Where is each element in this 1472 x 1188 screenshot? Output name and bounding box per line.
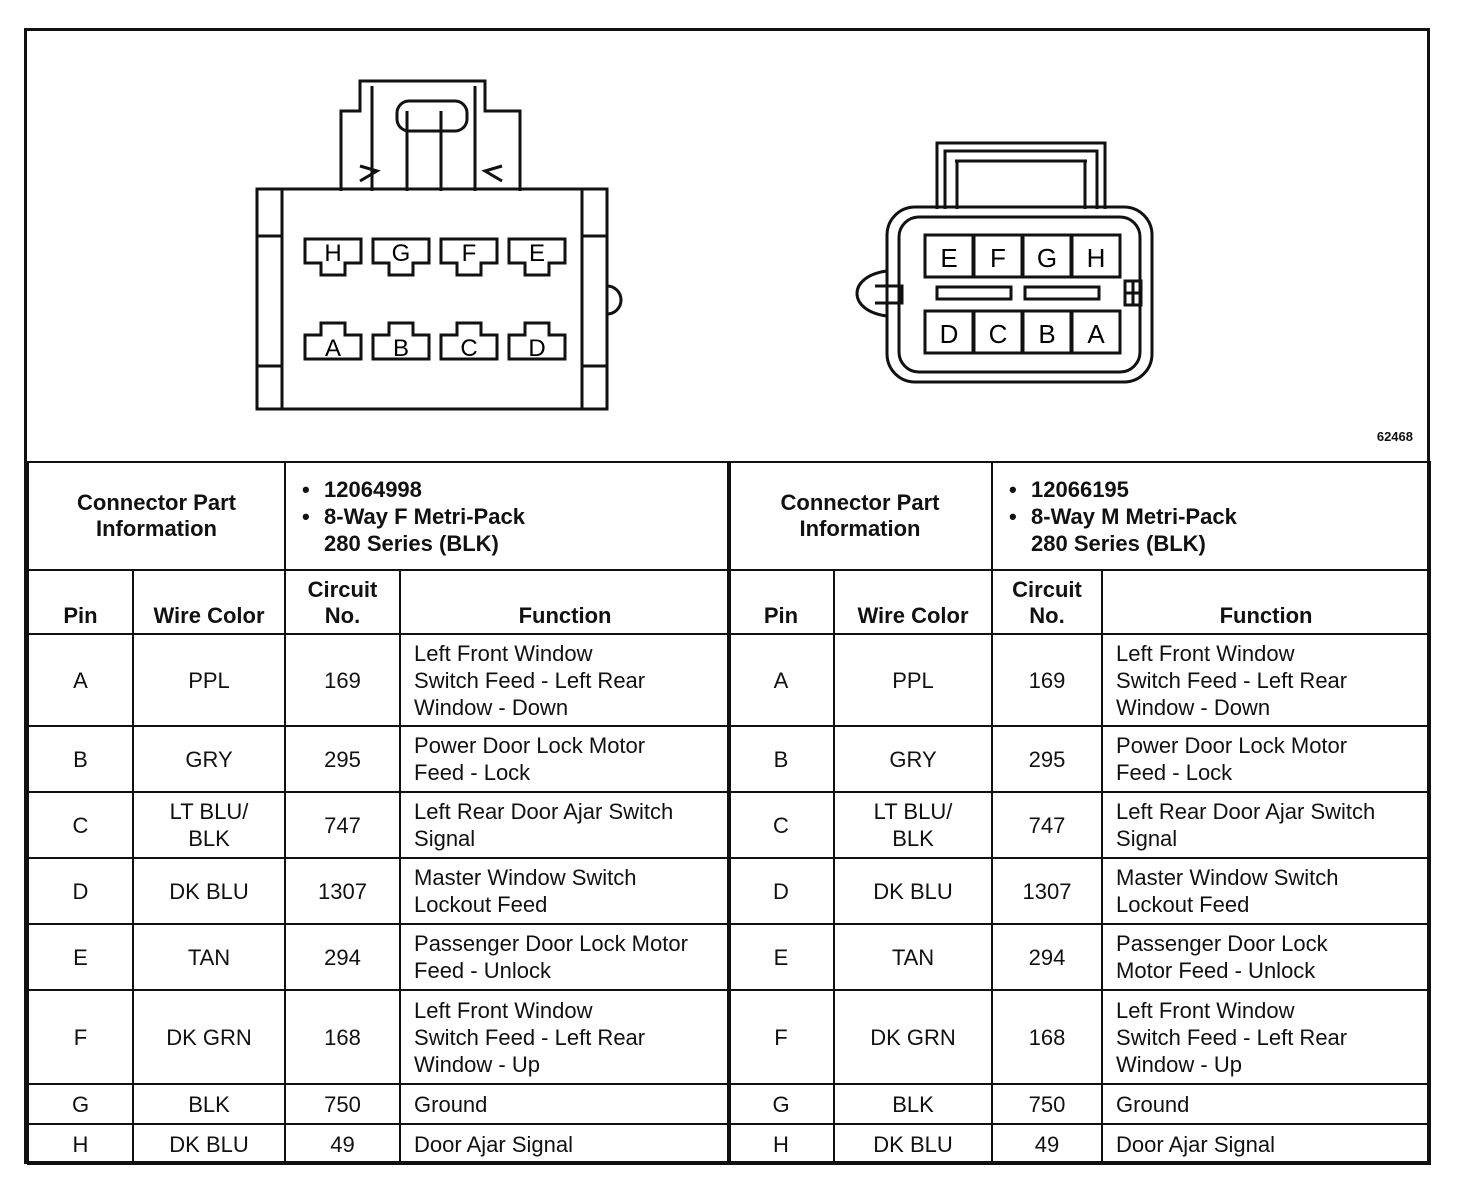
function-line: Ground — [1116, 1091, 1190, 1117]
pin-cavity-a — [305, 323, 361, 362]
pin-cell: F — [728, 990, 834, 1084]
function-line: Feed - Unlock — [414, 958, 551, 983]
table-row — [728, 924, 1430, 990]
function-line: Switch Feed - Left Rear — [414, 1024, 646, 1050]
table-row — [728, 858, 1430, 924]
function-line: Ground — [414, 1091, 488, 1117]
wire-color-line1: DK GRN — [870, 1024, 956, 1050]
table-row — [28, 924, 730, 990]
function-line: Left Front Window — [1116, 640, 1295, 666]
wire-color-line1: PPL — [188, 667, 230, 693]
table-row — [28, 1084, 730, 1124]
circuit-cell: 294 — [992, 924, 1102, 990]
circuit-cell: 49 — [992, 1124, 1102, 1164]
wire-color-line1: DK BLU — [873, 1131, 953, 1157]
function-line: Door Ajar Signal — [414, 1131, 573, 1157]
header-circuit-line1: Circuit — [307, 577, 378, 602]
function-cell — [1102, 726, 1430, 792]
circuit-cell: 750 — [285, 1084, 400, 1124]
function-cell — [400, 990, 730, 1084]
wire-color-cell — [133, 792, 285, 858]
circuit-cell: 1307 — [992, 858, 1102, 924]
function-cell — [400, 792, 730, 858]
wire-color-cell — [834, 924, 992, 990]
wire-color-cell — [834, 726, 992, 792]
pin-cell: D — [28, 858, 133, 924]
pin-cavity-d — [509, 323, 565, 362]
table-row — [728, 990, 1430, 1084]
pin-cell: F — [28, 990, 133, 1084]
part-info-row — [728, 462, 1430, 570]
wire-color-line2: BLK — [188, 826, 230, 851]
connector-diagrams — [27, 31, 1427, 461]
table-row — [728, 1124, 1430, 1164]
pin-cell: H — [28, 1124, 133, 1164]
wire-color-line1: GRY — [889, 746, 937, 772]
function-cell — [400, 634, 730, 726]
wire-color-line1: GRY — [185, 746, 233, 772]
header-pin: Pin — [728, 570, 834, 634]
pin-label: A — [1087, 319, 1105, 349]
pin-label: F — [990, 243, 1006, 273]
function-line: Signal — [1116, 826, 1178, 851]
function-cell — [1102, 792, 1430, 858]
function-cell — [1102, 858, 1430, 924]
female-bottom-pins — [305, 323, 565, 362]
header-circuit — [992, 570, 1102, 634]
part-info-value — [992, 462, 1430, 570]
wire-color-line1: TAN — [187, 944, 231, 970]
pin-cavity-c — [441, 323, 497, 362]
pin-cell: C — [28, 792, 133, 858]
male-bottom-pins — [925, 311, 1120, 353]
pin-label: D — [528, 335, 546, 362]
connector-sheet — [24, 28, 1430, 1164]
circuit-cell: 295 — [285, 726, 400, 792]
part-number: • 12066195 — [1031, 476, 1429, 503]
part-info-label: Connector Part Information — [28, 462, 285, 570]
header-function: Function — [400, 570, 730, 634]
function-line: Left Rear Door Ajar Switch — [1116, 799, 1376, 824]
function-line: Window - Up — [414, 1051, 540, 1077]
header-wire-color: Wire Color — [133, 570, 285, 634]
pin-label: H — [1086, 243, 1106, 273]
function-line: Left Front Window — [414, 640, 593, 666]
wire-color-cell — [834, 792, 992, 858]
part-series: 280 Series (BLK) — [324, 530, 499, 556]
function-cell — [1102, 1124, 1430, 1164]
function-line: Power Door Lock Motor — [1116, 733, 1348, 758]
wire-color-cell — [834, 634, 992, 726]
table-row — [28, 858, 730, 924]
function-cell — [400, 1084, 730, 1124]
header-row — [28, 570, 730, 634]
wire-color-cell — [133, 858, 285, 924]
pin-label: F — [461, 240, 477, 267]
wire-color-line1: PPL — [892, 667, 934, 693]
pin-label: C — [988, 319, 1008, 349]
circuit-cell: 169 — [992, 634, 1102, 726]
wire-color-cell — [834, 990, 992, 1084]
table-row — [28, 726, 730, 792]
pin-label: G — [391, 240, 411, 267]
function-cell — [400, 1124, 730, 1164]
part-number: • 12064998 — [324, 476, 729, 503]
male-top-pins — [925, 235, 1120, 277]
pin-label: E — [528, 240, 546, 267]
circuit-cell: 295 — [992, 726, 1102, 792]
table-row — [28, 792, 730, 858]
function-cell — [400, 924, 730, 990]
wire-color-line1: TAN — [891, 944, 935, 970]
pin-label: E — [940, 243, 958, 273]
part-info-value — [285, 462, 730, 570]
circuit-cell: 294 — [285, 924, 400, 990]
circuit-cell: 169 — [285, 634, 400, 726]
figure-id: 62468 — [1376, 429, 1413, 444]
pin-label: H — [324, 240, 342, 267]
wire-color-cell — [133, 726, 285, 792]
pin-cavity-b — [1023, 311, 1071, 353]
pin-cell: C — [728, 792, 834, 858]
wire-color-cell — [834, 858, 992, 924]
function-line: Left Rear Door Ajar Switch — [414, 799, 674, 824]
pin-label: A — [324, 335, 342, 362]
function-cell — [400, 726, 730, 792]
wire-color-cell — [133, 990, 285, 1084]
table-row — [728, 634, 1430, 726]
function-line: Power Door Lock Motor — [414, 733, 646, 758]
wire-color-cell — [133, 1124, 285, 1164]
circuit-cell: 747 — [992, 792, 1102, 858]
pin-cell: D — [728, 858, 834, 924]
wire-color-line1: BLK — [188, 1091, 230, 1117]
function-line: Window - Up — [1116, 1051, 1242, 1077]
circuit-cell: 747 — [285, 792, 400, 858]
pin-cell: G — [728, 1084, 834, 1124]
pin-label: B — [392, 335, 410, 362]
pin-cell: E — [28, 924, 133, 990]
function-line: Left Front Window — [414, 997, 593, 1023]
female-top-pins — [305, 239, 565, 275]
pin-cell: G — [28, 1084, 133, 1124]
header-circuit-line2: No. — [1029, 603, 1065, 628]
pin-cell: H — [728, 1124, 834, 1164]
header-function: Function — [1102, 570, 1430, 634]
pin-cell: A — [28, 634, 133, 726]
function-line: Master Window Switch — [414, 865, 637, 890]
part-description: • 8-Way F Metri-Pack — [324, 503, 729, 530]
table-row — [28, 634, 730, 726]
connector-table-female — [27, 461, 729, 1165]
connector-table-male — [727, 461, 1429, 1165]
pin-cavity-b — [373, 323, 429, 362]
pin-cavity-e — [509, 239, 565, 275]
pin-label: G — [1036, 243, 1058, 273]
function-line: Signal — [414, 826, 476, 851]
wire-color-line1: DK BLU — [169, 878, 249, 904]
part-series: 280 Series (BLK) — [1031, 530, 1206, 556]
part-info-row — [28, 462, 730, 570]
table-row — [728, 792, 1430, 858]
pin-cell: E — [728, 924, 834, 990]
wire-color-cell — [133, 634, 285, 726]
part-description: • 8-Way M Metri-Pack — [1031, 503, 1429, 530]
function-line: Switch Feed - Left Rear — [1116, 1024, 1348, 1050]
header-circuit-line2: No. — [324, 603, 361, 628]
wire-color-cell — [133, 1084, 285, 1124]
header-wire-color: Wire Color — [834, 570, 992, 634]
wire-color-cell — [834, 1084, 992, 1124]
circuit-cell: 750 — [992, 1084, 1102, 1124]
function-line: Feed - Lock — [1116, 760, 1233, 785]
pin-label: D — [939, 319, 959, 349]
function-line: Passenger Door Lock Motor — [414, 931, 688, 956]
circuit-cell: 49 — [285, 1124, 400, 1164]
pin-cavity-h — [305, 239, 361, 275]
pin-cell: A — [728, 634, 834, 726]
header-row — [728, 570, 1430, 634]
pin-label: B — [1038, 319, 1056, 349]
function-line: Door Ajar Signal — [1116, 1131, 1275, 1157]
pin-cell: B — [28, 726, 133, 792]
wire-color-cell — [834, 1124, 992, 1164]
pin-cavity-g — [1023, 235, 1071, 277]
function-cell — [1102, 990, 1430, 1084]
function-line: Motor Feed - Unlock — [1116, 958, 1316, 983]
function-line: Lockout Feed — [1116, 892, 1250, 917]
wire-color-line1: LT BLU/ — [169, 799, 249, 824]
table-row — [28, 990, 730, 1084]
pin-cavity-c — [974, 311, 1022, 353]
circuit-cell: 168 — [285, 990, 400, 1084]
part-info-label: Connector Part Information — [728, 462, 992, 570]
wire-color-line1: DK BLU — [873, 878, 953, 904]
table-row — [728, 726, 1430, 792]
pin-cavity-f — [974, 235, 1022, 277]
function-line: Master Window Switch — [1116, 865, 1339, 890]
function-line: Feed - Lock — [414, 760, 531, 785]
function-cell — [1102, 924, 1430, 990]
wire-color-cell — [133, 924, 285, 990]
wire-color-line2: BLK — [892, 826, 934, 851]
function-cell — [1102, 634, 1430, 726]
pin-cavity-g — [373, 239, 429, 275]
pin-cavity-e — [925, 235, 973, 277]
header-circuit-line1: Circuit — [1012, 577, 1082, 602]
pin-cavity-a — [1072, 311, 1120, 353]
table-row — [28, 1124, 730, 1164]
function-line: Window - Down — [1116, 694, 1271, 720]
function-line: Passenger Door Lock — [1116, 931, 1328, 956]
function-line: Switch Feed - Left Rear — [414, 667, 646, 693]
pin-cavity-d — [925, 311, 973, 353]
circuit-cell: 1307 — [285, 858, 400, 924]
function-line: Switch Feed - Left Rear — [1116, 667, 1348, 693]
wire-color-line1: DK GRN — [166, 1024, 252, 1050]
wire-color-line1: BLK — [892, 1091, 934, 1117]
wire-color-line1: DK BLU — [169, 1131, 249, 1157]
function-line: Left Front Window — [1116, 997, 1295, 1023]
header-pin: Pin — [28, 570, 133, 634]
pin-label: C — [460, 335, 478, 362]
pin-cell: B — [728, 726, 834, 792]
circuit-cell: 168 — [992, 990, 1102, 1084]
table-row — [728, 1084, 1430, 1124]
function-cell — [400, 858, 730, 924]
header-circuit — [285, 570, 400, 634]
wire-color-line1: LT BLU/ — [873, 799, 953, 824]
function-cell — [1102, 1084, 1430, 1124]
function-line: Window - Down — [414, 694, 569, 720]
function-line: Lockout Feed — [414, 892, 548, 917]
pin-cavity-f — [441, 239, 497, 275]
pin-cavity-h — [1072, 235, 1120, 277]
